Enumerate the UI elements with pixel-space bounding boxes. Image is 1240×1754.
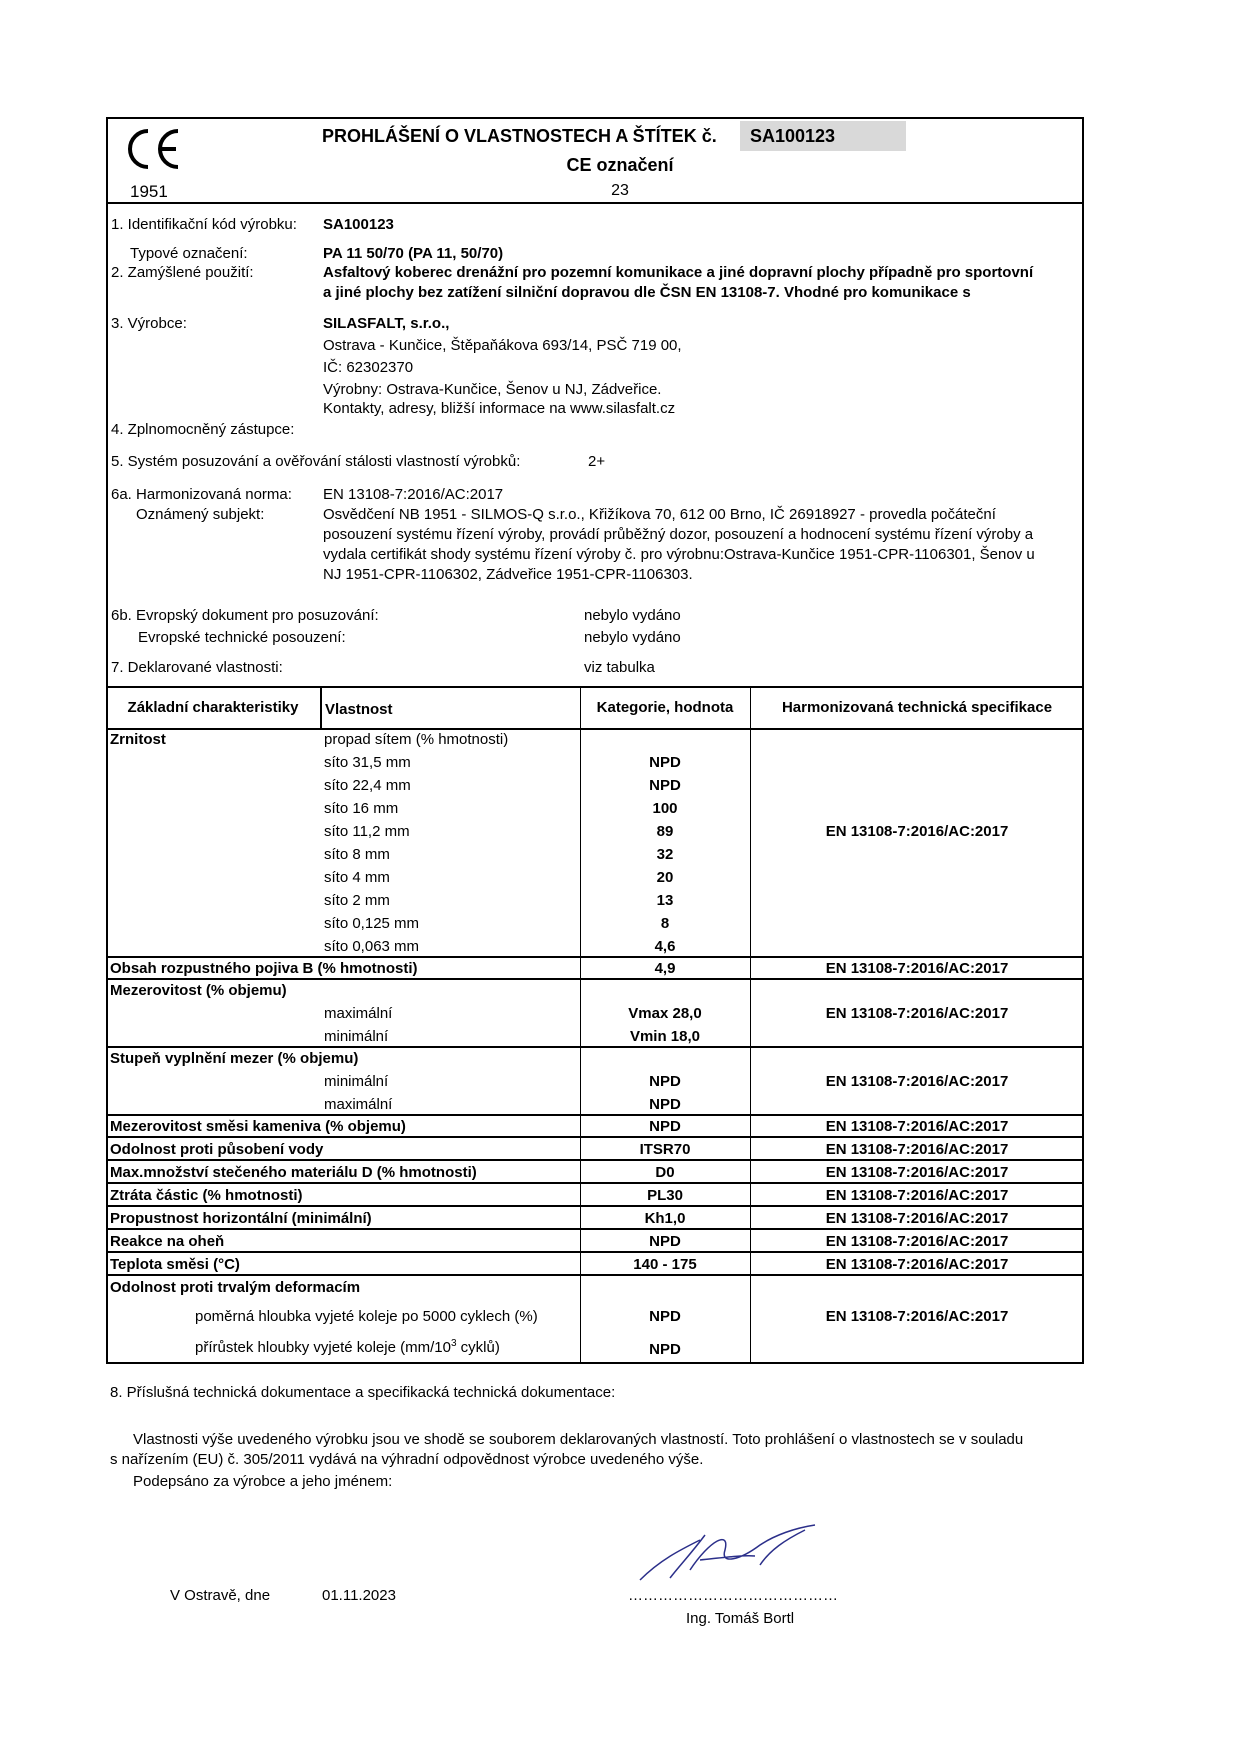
year: 23 <box>611 182 629 199</box>
row-divider <box>106 1114 1084 1116</box>
sieve-value: 4,6 <box>654 938 676 955</box>
row-divider <box>106 1136 1084 1138</box>
row-temperature-spec: EN 13108-7:2016/AC:2017 <box>825 1256 1009 1273</box>
row-binder-spec: EN 13108-7:2016/AC:2017 <box>825 960 1009 977</box>
row-permeability-spec: EN 13108-7:2016/AC:2017 <box>825 1210 1009 1227</box>
zrnitost-spec: EN 13108-7:2016/AC:2017 <box>825 823 1009 840</box>
s3-ico: IČ: 62302370 <box>323 359 414 376</box>
deformation-row1-value: NPD <box>649 1308 681 1325</box>
type-value: PA 11 50/70 (PA 11, 50/70) <box>323 245 504 262</box>
table-header-border <box>106 728 1084 730</box>
row-temperature-value: 140 - 175 <box>633 1256 697 1273</box>
row-divider <box>106 956 1084 958</box>
sieve-name: síto 11,2 mm <box>324 823 410 840</box>
voids-max-label: maximální <box>324 1005 393 1022</box>
eta-value: nebylo vydáno <box>584 629 681 646</box>
row-water-resistance-value: ITSR70 <box>639 1141 691 1158</box>
sieve-name: síto 4 mm <box>324 869 390 886</box>
row-aggregate-voids-value: NPD <box>649 1118 681 1135</box>
eta-label: Evropské technické posouzení: <box>138 629 346 646</box>
s2-value-line1: Asfaltový koberec drenážní pro pozemní komunikace a jiné dopravní plochy případně pro sportovní <box>323 264 1034 281</box>
s3-label: 3. Výrobce: <box>111 315 187 332</box>
s6b-value: nebylo vydáno <box>584 607 681 624</box>
col-header-property: Vlastnost <box>325 701 393 718</box>
row-divider <box>106 1274 1084 1276</box>
ce-mark-icon <box>124 127 182 171</box>
row-divider <box>106 1046 1084 1048</box>
vfb-spec: EN 13108-7:2016/AC:2017 <box>825 1073 1009 1090</box>
row-particle-loss-value: PL30 <box>647 1187 683 1204</box>
signature-date: 01.11.2023 <box>322 1587 396 1604</box>
s3-plants: Výrobny: Ostrava-Kunčice, Šenov u NJ, Zádveřice. <box>323 381 662 398</box>
row-water-resistance-spec: EN 13108-7:2016/AC:2017 <box>825 1141 1009 1158</box>
row-fire-reaction-label: Reakce na oheň <box>110 1233 225 1250</box>
deformation-spec: EN 13108-7:2016/AC:2017 <box>825 1308 1009 1325</box>
row-drainage-value: D0 <box>655 1164 675 1181</box>
vfb-min-label: minimální <box>324 1073 389 1090</box>
sieve-value: 20 <box>656 869 674 886</box>
s6b-label: 6b. Evropský dokument pro posuzování: <box>111 607 379 624</box>
sieve-name: síto 16 mm <box>324 800 399 817</box>
row-water-resistance-label: Odolnost proti působení vody <box>110 1141 324 1158</box>
voids-spec: EN 13108-7:2016/AC:2017 <box>825 1005 1009 1022</box>
col-header-spec: Harmonizovaná technická specifikace <box>781 699 1053 716</box>
voids-min-value: Vmin 18,0 <box>629 1028 701 1045</box>
notified-body-number: 1951 <box>130 182 168 201</box>
row-aggregate-voids-label: Mezerovitost směsi kameniva (% objemu) <box>110 1118 406 1135</box>
notified-body-line4: NJ 1951-CPR-1106302, Zádveřice 1951-CPR-1106303. <box>323 566 693 583</box>
row-divider <box>106 1182 1084 1184</box>
s3-manufacturer: SILASFALT, s.r.o., <box>323 315 450 332</box>
s6a-value: EN 13108-7:2016/AC:2017 <box>323 486 504 503</box>
sieve-value: 13 <box>656 892 674 909</box>
header-divider <box>106 202 1084 204</box>
table-top-border <box>106 686 1084 688</box>
sieve-name: síto 0,063 mm <box>324 938 420 955</box>
s1-label: 1. Identifikační kód výrobku: <box>111 216 297 233</box>
doc-number: SA100123 <box>750 126 836 146</box>
row-divider <box>106 978 1084 980</box>
place-date-label: V Ostravě, dne <box>170 1587 271 1604</box>
ce-subtitle: CE označení <box>566 155 674 175</box>
table-col-divider-1 <box>320 686 322 729</box>
deformation-row1-label: poměrná hloubka vyjeté koleje po 5000 cyklech (%) <box>195 1308 538 1325</box>
notified-body-line1: Osvědčení NB 1951 - SILMOS-Q s.r.o., Křižíkova 70, 612 00 Brno, IČ 26918927 - provedla počáteční <box>323 506 996 523</box>
row-divider <box>106 1205 1084 1207</box>
row-divider <box>106 1228 1084 1230</box>
row-temperature-label: Teplota směsi (°C) <box>110 1256 240 1273</box>
sieve-name: síto 31,5 mm <box>324 754 411 771</box>
sieve-value: 100 <box>652 800 678 817</box>
col-header-category: Kategorie, hodnota <box>596 699 734 716</box>
zrnitost-subheader: propad sítem (% hmotnosti) <box>324 731 509 748</box>
row-particle-loss-spec: EN 13108-7:2016/AC:2017 <box>825 1187 1009 1204</box>
voids-min-label: minimální <box>324 1028 389 1045</box>
sieve-name: síto 2 mm <box>324 892 390 909</box>
row-zrnitost-label: Zrnitost <box>110 731 166 748</box>
signature-line: …………………………………… <box>628 1587 838 1604</box>
s6a-label: 6a. Harmonizovaná norma: <box>111 486 292 503</box>
row-fire-reaction-value: NPD <box>649 1233 681 1250</box>
page-title: PROHLÁŠENÍ O VLASTNOSTECH A ŠTÍTEK č. <box>322 126 717 146</box>
voids-max-value: Vmax 28,0 <box>628 1005 702 1022</box>
row-binder-label: Obsah rozpustného pojiva B (% hmotnosti) <box>110 960 418 977</box>
vfb-min-value: NPD <box>649 1073 681 1090</box>
s5-value: 2+ <box>588 453 606 470</box>
row-voids-label: Mezerovitost (% objemu) <box>110 982 287 999</box>
row-divider <box>106 1159 1084 1161</box>
statement-line2: s nařízením (EU) č. 305/2011 vydává na výhradní odpovědnost výrobce uvedeného výše. <box>110 1451 704 1468</box>
sieve-name: síto 22,4 mm <box>324 777 411 794</box>
row-divider <box>106 1251 1084 1253</box>
s2-value-line2: a jiné plochy bez zatížení silniční dopravou dle ČSN EN 13108-7. Vhodné pro komunikace s <box>323 284 971 301</box>
sieve-name: síto 0,125 mm <box>324 915 420 932</box>
row-deformation-label: Odolnost proti trvalým deformacím <box>110 1279 361 1296</box>
s5-label: 5. Systém posuzování a ověřování stálosti vlastností výrobků: <box>111 453 521 470</box>
type-label: Typové označení: <box>130 245 248 262</box>
s1-value: SA100123 <box>323 216 394 233</box>
deformation-row2-label: přírůstek hloubky vyjeté koleje ($mm/10^3$ cyklů) <box>195 1338 500 1356</box>
col-header-characteristics: Základní charakteristiky <box>127 699 299 716</box>
row-drainage-spec: EN 13108-7:2016/AC:2017 <box>825 1164 1009 1181</box>
row-permeability-label: Propustnost horizontální (minimální) <box>110 1210 372 1227</box>
s4-label: 4. Zplnomocněný zástupce: <box>111 421 295 438</box>
s7-label: 7. Deklarované vlastnosti: <box>111 659 283 676</box>
sieve-value: NPD <box>649 777 681 794</box>
notified-body-line3: vydala certifikát shody systému řízení výroby č. pro výrobnu:Ostrava-Kunčice 1951-CPR-1106301, Šenov u <box>323 546 1035 563</box>
signed-for-label: Podepsáno za výrobce a jeho jménem: <box>133 1473 393 1490</box>
signatory-name: Ing. Tomáš Bortl <box>686 1610 795 1627</box>
sieve-name: síto 8 mm <box>324 846 390 863</box>
s7-value: viz tabulka <box>584 659 655 676</box>
s3-contacts: Kontakty, adresy, bližší informace na www.silasfalt.cz <box>323 400 676 417</box>
sieve-value: NPD <box>649 754 681 771</box>
notified-body-label: Oznámený subjekt: <box>136 506 265 523</box>
row-aggregate-voids-spec: EN 13108-7:2016/AC:2017 <box>825 1118 1009 1135</box>
row-permeability-value: Kh1,0 <box>644 1210 686 1227</box>
sieve-value: 8 <box>660 915 670 932</box>
row-vfb-label: Stupeň vyplnění mezer (% objemu) <box>110 1050 359 1067</box>
notified-body-line2: posouzení systému řízení výroby, provádí průběžný dozor, posouzení a hodnocení systému řízení výroby a <box>323 526 1034 543</box>
sieve-value: 32 <box>656 846 674 863</box>
s3-address: Ostrava - Kunčice, Štěpaňákova 693/14, PSČ 719 00, <box>323 337 682 354</box>
statement-line1: Vlastnosti výše uvedeného výrobku jsou ve shodě se souborem deklarovaných vlastností. Toto prohlášení o vlastnostech se v souladu <box>133 1431 1024 1448</box>
row-particle-loss-label: Ztráta částic (% hmotnosti) <box>110 1187 303 1204</box>
row-drainage-label: Max.množství stečeného materiálu D (% hmotnosti) <box>110 1164 477 1181</box>
vfb-max-label: maximální <box>324 1096 393 1113</box>
s2-label: 2. Zamýšlené použití: <box>111 264 254 281</box>
sieve-value: 89 <box>656 823 674 840</box>
deformation-row2-value: NPD <box>649 1341 681 1358</box>
row-binder-value: 4,9 <box>654 960 676 977</box>
row-fire-reaction-spec: EN 13108-7:2016/AC:2017 <box>825 1233 1009 1250</box>
signature-image <box>630 1520 830 1590</box>
s8-label: 8. Příslušná technická dokumentace a specifikacká technická dokumentace: <box>110 1384 616 1401</box>
vfb-max-value: NPD <box>649 1096 681 1113</box>
